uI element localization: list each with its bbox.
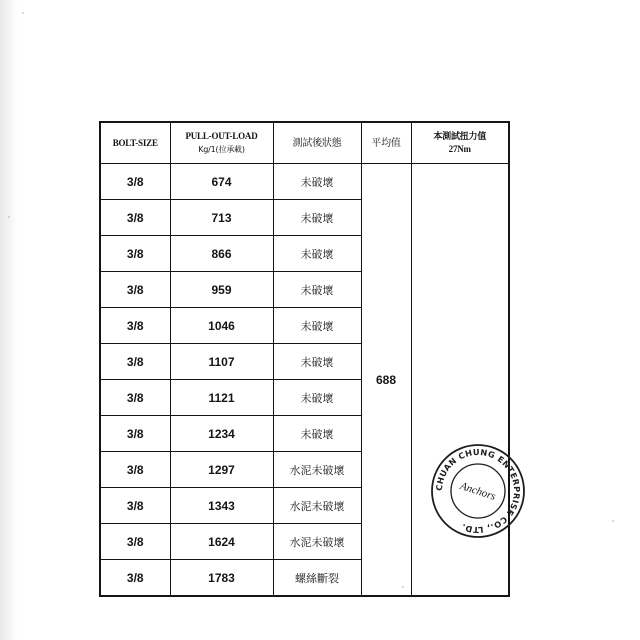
pull-out-load-cell: 713 xyxy=(170,200,273,236)
pull-out-load-cell: 1624 xyxy=(170,524,273,560)
pull-out-load-cell: 866 xyxy=(170,236,273,272)
torque-note-line1: 本測試扭力值 xyxy=(433,131,487,141)
post-test-state-cell: 未破壞 xyxy=(273,308,361,344)
pull-out-load-cell: 1343 xyxy=(170,488,273,524)
pull-out-load-cell: 1121 xyxy=(170,380,273,416)
post-test-state-cell: 未破壞 xyxy=(273,344,361,380)
seal-center-text: Anchors xyxy=(458,480,498,503)
header-average: 平均值 xyxy=(361,122,411,164)
scan-speck xyxy=(8,216,10,218)
post-test-state-cell: 未破壞 xyxy=(273,272,361,308)
post-test-state-cell: 螺絲斷裂 xyxy=(273,560,361,597)
table-row xyxy=(100,344,509,380)
pull-out-load-cell: 959 xyxy=(170,272,273,308)
table-row xyxy=(100,560,509,597)
company-seal-stamp xyxy=(428,441,528,541)
header-pull-out-load xyxy=(170,122,273,164)
torque-note-line2: 27Nm xyxy=(448,144,471,154)
seal-ring-text: CHUAN CHUNG ENTERPRISE CO., LTD. xyxy=(433,446,523,536)
bolt-size-cell: 3/8 xyxy=(100,560,170,597)
pull-out-load-cell: 1783 xyxy=(170,560,273,597)
scan-edge-shadow xyxy=(0,0,18,640)
table-row xyxy=(100,236,509,272)
scan-speck xyxy=(22,12,24,14)
header-row xyxy=(100,122,509,164)
header-pull-out-load-label: PULL-OUT-LOAD xyxy=(185,131,258,141)
bolt-size-cell: 3/8 xyxy=(100,380,170,416)
table-row xyxy=(100,200,509,236)
header-pull-out-load-unit: Kg/1(拉承載) xyxy=(198,145,245,154)
post-test-state-cell: 未破壞 xyxy=(273,200,361,236)
post-test-state-cell: 未破壞 xyxy=(273,236,361,272)
average-value-cell: 688 xyxy=(361,164,411,597)
post-test-state-cell: 水泥未破壞 xyxy=(273,488,361,524)
post-test-state-cell: 水泥未破壞 xyxy=(273,452,361,488)
bolt-size-cell: 3/8 xyxy=(100,488,170,524)
pull-out-load-cell: 1107 xyxy=(170,344,273,380)
pull-out-load-cell: 674 xyxy=(170,164,273,200)
pull-out-load-cell: 1297 xyxy=(170,452,273,488)
header-bolt-size: BOLT-SIZE xyxy=(100,122,170,164)
torque-note xyxy=(412,130,509,156)
table-row xyxy=(100,164,509,200)
table-row xyxy=(100,380,509,416)
post-test-state-cell: 未破壞 xyxy=(273,416,361,452)
header-post-test-state: 測試後狀態 xyxy=(273,122,361,164)
torque-note-cell xyxy=(411,122,509,164)
post-test-state-cell: 未破壞 xyxy=(273,164,361,200)
pull-out-load-cell: 1046 xyxy=(170,308,273,344)
bolt-size-cell: 3/8 xyxy=(100,524,170,560)
pull-out-load-cell: 1234 xyxy=(170,416,273,452)
bolt-size-cell: 3/8 xyxy=(100,344,170,380)
bolt-size-cell: 3/8 xyxy=(100,200,170,236)
bolt-size-cell: 3/8 xyxy=(100,164,170,200)
table-row xyxy=(100,308,509,344)
scan-speck xyxy=(612,520,614,522)
bolt-size-cell: 3/8 xyxy=(100,416,170,452)
table-row xyxy=(100,272,509,308)
post-test-state-cell: 未破壞 xyxy=(273,380,361,416)
bolt-size-cell: 3/8 xyxy=(100,308,170,344)
bolt-size-cell: 3/8 xyxy=(100,452,170,488)
bolt-size-cell: 3/8 xyxy=(100,272,170,308)
post-test-state-cell: 水泥未破壞 xyxy=(273,524,361,560)
bolt-size-cell: 3/8 xyxy=(100,236,170,272)
